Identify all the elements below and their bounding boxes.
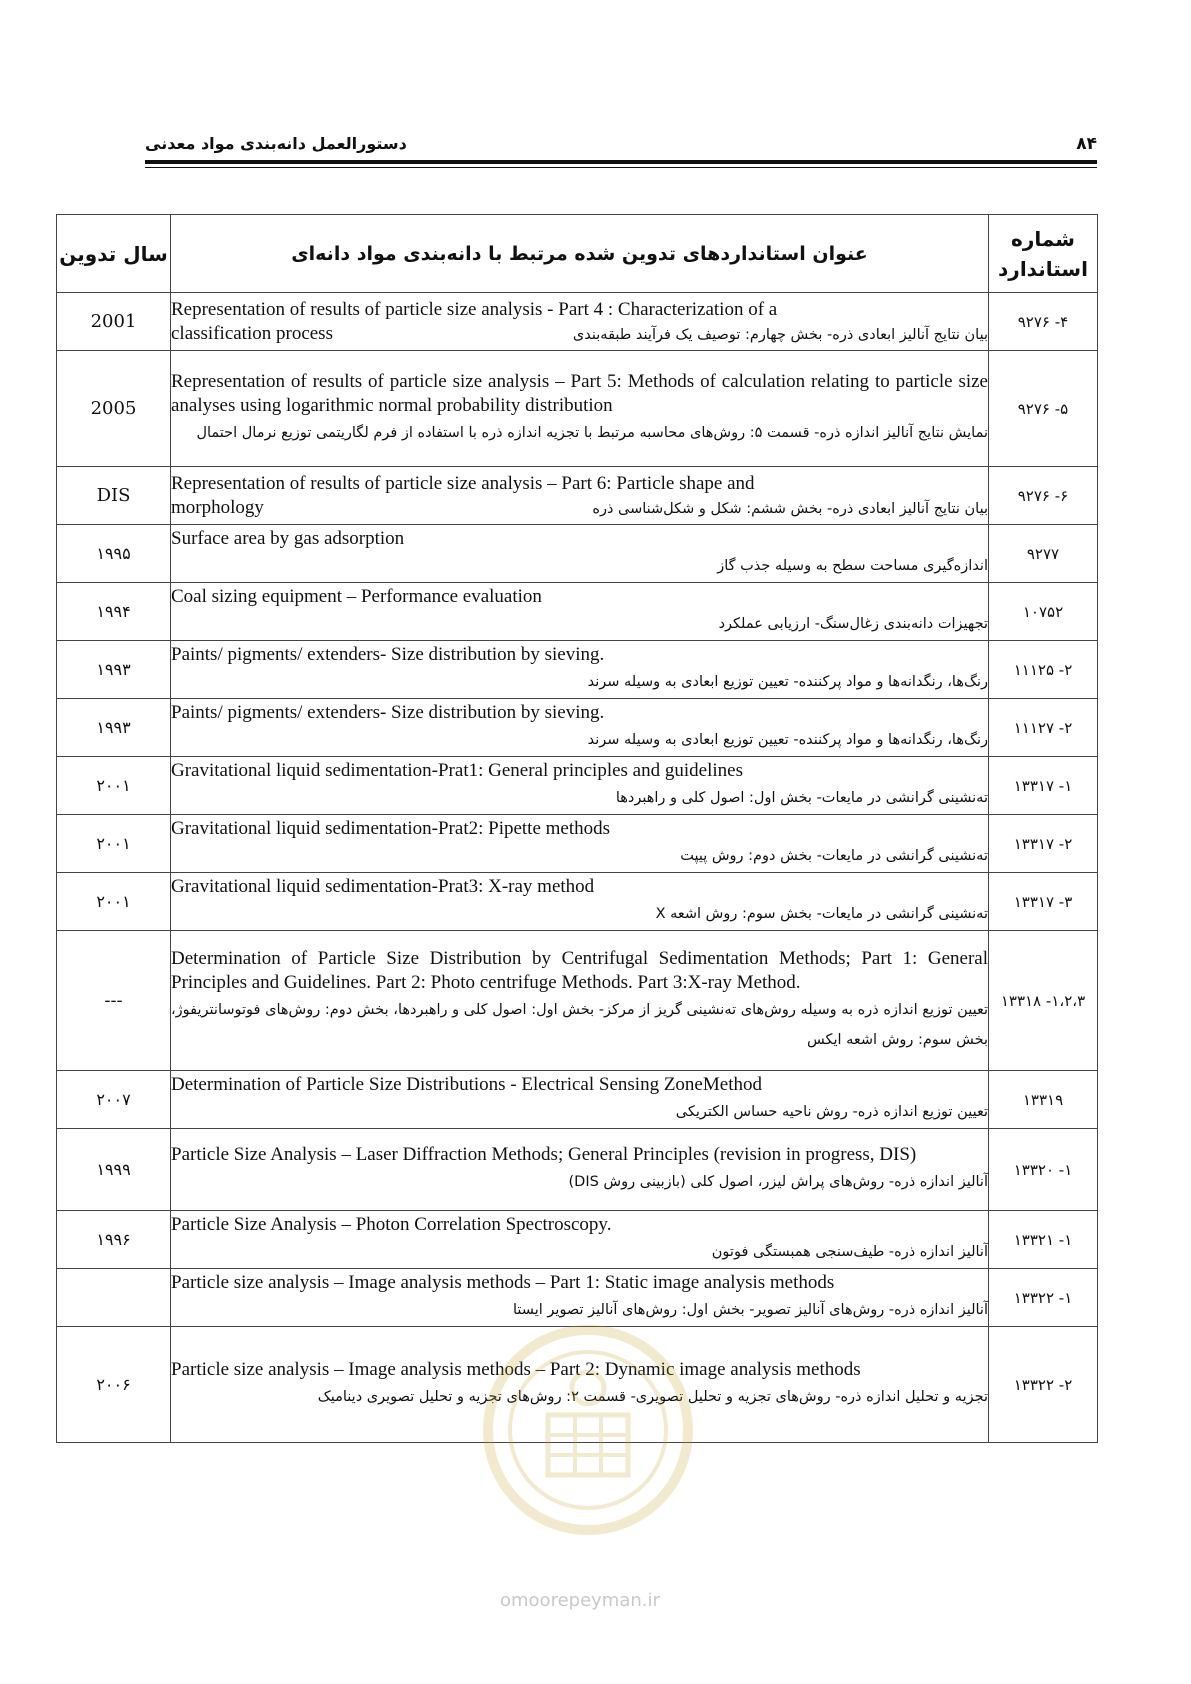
year-cell: ۱۹۹۴ <box>57 583 171 641</box>
running-title: دستورالعمل دانه‌بندی مواد معدنی <box>145 134 407 153</box>
title-english: Gravitational liquid sedimentation-Prat2: Pipette methods <box>171 817 611 839</box>
table-row <box>57 757 1098 815</box>
number-cell: ۱- ۱۳۳۲۲ <box>989 1269 1098 1327</box>
column-header-title: عنوان استانداردهای تدوین شده مرتبط با دانه‌بندی مواد دانه‌ای <box>171 215 989 293</box>
title-english: Particle Size Analysis – Laser Diffraction Methods; General Principles (revision in progress, DIS) <box>171 1143 917 1165</box>
number-cell: ۱- ۱۳۳۲۰ <box>989 1129 1098 1211</box>
title-english: Particle Size Analysis – Photon Correlation Spectroscopy. <box>171 1213 612 1235</box>
year-cell: ۱۹۹۹ <box>57 1129 171 1211</box>
year-cell: ۲۰۰۷ <box>57 1071 171 1129</box>
title-persian: تجزیه و تحلیل اندازه ذره- روش‌های تجزیه و تحلیل تصویری- قسمت ۲: روش‌های تجزیه و تحلیل تصویری دینامیک <box>317 1388 988 1405</box>
title-english: Representation of results of particle size analysis – Part 5: Methods of calculation relating to particle size analyses using logarithmic normal probability distribution <box>171 370 988 416</box>
year-cell: --- <box>57 931 171 1071</box>
table-row <box>57 293 1098 351</box>
table-row <box>57 815 1098 873</box>
number-cell: ۱- ۱۳۳۲۱ <box>989 1211 1098 1269</box>
year-cell: ۱۹۹۶ <box>57 1211 171 1269</box>
column-header-year: سال تدوین <box>57 215 171 293</box>
header-rule-thin <box>145 167 1097 168</box>
title-persian: رنگ‌ها، رنگدانه‌ها و مواد پرکننده- تعیین توزیع ابعادی به وسیله سرند <box>587 673 988 690</box>
title-english: Particle size analysis – Image analysis methods – Part 1: Static image analysis methods <box>171 1271 835 1293</box>
title-persian: بیان نتایج آنالیز ابعادی ذره- بخش چهارم: توصیف یک فرآیند طبقه‌بندی <box>572 326 988 343</box>
title-persian: آنالیز اندازه ذره- طیف‌سنجی همبستگی فوتون <box>711 1243 988 1260</box>
title-mixed-line <box>171 496 988 520</box>
title-english: Particle size analysis – Image analysis methods – Part 2: Dynamic image analysis methods <box>171 1358 861 1380</box>
watermark-url: omoorepeyman.ir <box>500 1590 660 1611</box>
title-persian: تعیین توزیع اندازه ذره- روش ناحیه حساس الکتریکی <box>675 1103 988 1120</box>
title-cell <box>171 873 989 931</box>
table-row <box>57 873 1098 931</box>
title-cell <box>171 467 989 525</box>
title-persian: تجهیزات دانه‌بندی زغال‌سنگ- ارزیابی عملکرد <box>718 615 988 632</box>
table-header-row <box>57 215 1098 293</box>
title-english: Representation of results of particle size analysis – Part 6: Particle shape and <box>171 472 755 494</box>
number-cell: ۴- ۹۲۷۶ <box>989 293 1098 351</box>
table-row <box>57 583 1098 641</box>
title-cell <box>171 1129 989 1211</box>
year-cell: ۱۹۹۵ <box>57 525 171 583</box>
title-persian: آنالیز اندازه ذره- روش‌های پراش لیزر، اصول کلی (بازبینی روش DIS) <box>568 1173 988 1190</box>
title-cell <box>171 815 989 873</box>
year-cell: ۱۹۹۳ <box>57 641 171 699</box>
title-english: Gravitational liquid sedimentation-Prat3: X-ray method <box>171 875 595 897</box>
column-header-number: شماره استاندارد <box>989 215 1098 293</box>
title-cell <box>171 293 989 351</box>
title-cell <box>171 931 989 1071</box>
table-row <box>57 1327 1098 1443</box>
year-cell: ۱۹۹۳ <box>57 699 171 757</box>
title-cell <box>171 583 989 641</box>
number-cell: ۵- ۹۲۷۶ <box>989 351 1098 467</box>
number-cell: ۱- ۱۳۳۱۷ <box>989 757 1098 815</box>
year-cell: ۲۰۰۱ <box>57 757 171 815</box>
title-cell <box>171 1071 989 1129</box>
title-english: Paints/ pigments/ extenders- Size distribution by sieving. <box>171 701 605 723</box>
title-english: Determination of Particle Size Distribution by Centrifugal Sedimentation Methods; Part 1: General Principles and Guidelines. Part 2: Photo centrifuge Methods. Part 3:X-ray Method. <box>171 947 988 993</box>
table-row <box>57 699 1098 757</box>
year-cell: ۲۰۰۶ <box>57 1327 171 1443</box>
title-persian: نمایش نتایج آنالیز اندازه ذره- قسمت ۵: روش‌های محاسبه مرتبط با تجزیه اندازه ذره با استفاده از فرم لگاریتمی توزیع نرمال احتمال <box>196 424 988 441</box>
title-english-continued: classification process <box>171 322 333 344</box>
number-cell: ۹۲۷۷ <box>989 525 1098 583</box>
table-row <box>57 351 1098 467</box>
standards-table <box>56 214 1098 1443</box>
title-persian: تعیین توزیع اندازه ذره به وسیله روش‌های ته‌نشینی گریز از مرکز- بخش اول: اصول کلی و راهبردها، بخش دوم: روش‌های فوتوسانتریفوژ، بخش سوم: روش اشعه ایکس <box>171 1001 988 1048</box>
title-persian: بیان نتایج آنالیز ابعادی ذره- بخش ششم: شکل و شکل‌شناسی ذره <box>592 500 988 517</box>
title-persian: آنالیز اندازه ذره- روش‌های آنالیز تصویر- بخش اول: روش‌های آنالیز تصویر ایستا <box>513 1301 988 1318</box>
year-cell: DIS <box>57 467 171 525</box>
number-cell: ۱،۲،۳- ۱۳۳۱۸ <box>989 931 1098 1071</box>
title-persian: اندازه‌گیری مساحت سطح به وسیله جذب گاز <box>717 557 988 574</box>
title-english: Coal sizing equipment – Performance evaluation <box>171 585 542 607</box>
title-cell <box>171 641 989 699</box>
title-cell <box>171 1327 989 1443</box>
year-cell: ۲۰۰۱ <box>57 815 171 873</box>
title-english: Paints/ pigments/ extenders- Size distribution by sieving. <box>171 643 605 665</box>
title-cell <box>171 1211 989 1269</box>
table-row <box>57 467 1098 525</box>
number-cell: ۳- ۱۳۳۱۷ <box>989 873 1098 931</box>
title-cell <box>171 351 989 467</box>
number-cell: ۱۰۷۵۲ <box>989 583 1098 641</box>
year-cell: 2001 <box>57 293 171 351</box>
table-row <box>57 931 1098 1071</box>
number-cell: ۲- ۱۱۱۲۵ <box>989 641 1098 699</box>
title-cell <box>171 525 989 583</box>
table-row <box>57 641 1098 699</box>
title-english: Determination of Particle Size Distributions - Electrical Sensing ZoneMethod <box>171 1073 762 1095</box>
title-cell <box>171 757 989 815</box>
number-cell: ۱۳۳۱۹ <box>989 1071 1098 1129</box>
title-persian: ته‌نشینی گرانشی در مایعات- بخش سوم: روش اشعه X <box>655 905 988 922</box>
title-persian: ته‌نشینی گرانشی در مایعات- بخش دوم: روش پیپت <box>680 847 988 864</box>
table-row <box>57 1129 1098 1211</box>
page-header <box>145 128 1097 170</box>
table-row <box>57 1269 1098 1327</box>
title-cell <box>171 1269 989 1327</box>
page-number: ۸۴ <box>1076 134 1097 154</box>
title-english-continued: morphology <box>171 496 264 518</box>
number-cell: ۲- ۱۱۱۲۷ <box>989 699 1098 757</box>
header-rule-thick <box>145 160 1097 164</box>
year-cell <box>57 1269 171 1327</box>
table-row <box>57 1071 1098 1129</box>
number-cell: ۲- ۱۳۳۱۷ <box>989 815 1098 873</box>
title-mixed-line <box>171 322 988 346</box>
title-english: Representation of results of particle size analysis - Part 4 : Characterization of a <box>171 298 778 320</box>
year-cell: ۲۰۰۱ <box>57 873 171 931</box>
title-english: Gravitational liquid sedimentation-Prat1: General principles and guidelines <box>171 759 743 781</box>
title-cell <box>171 699 989 757</box>
title-persian: رنگ‌ها، رنگدانه‌ها و مواد پرکننده- تعیین توزیع ابعادی به وسیله سرند <box>587 731 988 748</box>
title-persian: ته‌نشینی گرانشی در مایعات- بخش اول: اصول کلی و راهبردها <box>615 789 988 806</box>
table-row <box>57 525 1098 583</box>
number-cell: ۶- ۹۲۷۶ <box>989 467 1098 525</box>
title-english: Surface area by gas adsorption <box>171 527 405 549</box>
number-cell: ۲- ۱۳۳۲۲ <box>989 1327 1098 1443</box>
year-cell: 2005 <box>57 351 171 467</box>
table-row <box>57 1211 1098 1269</box>
